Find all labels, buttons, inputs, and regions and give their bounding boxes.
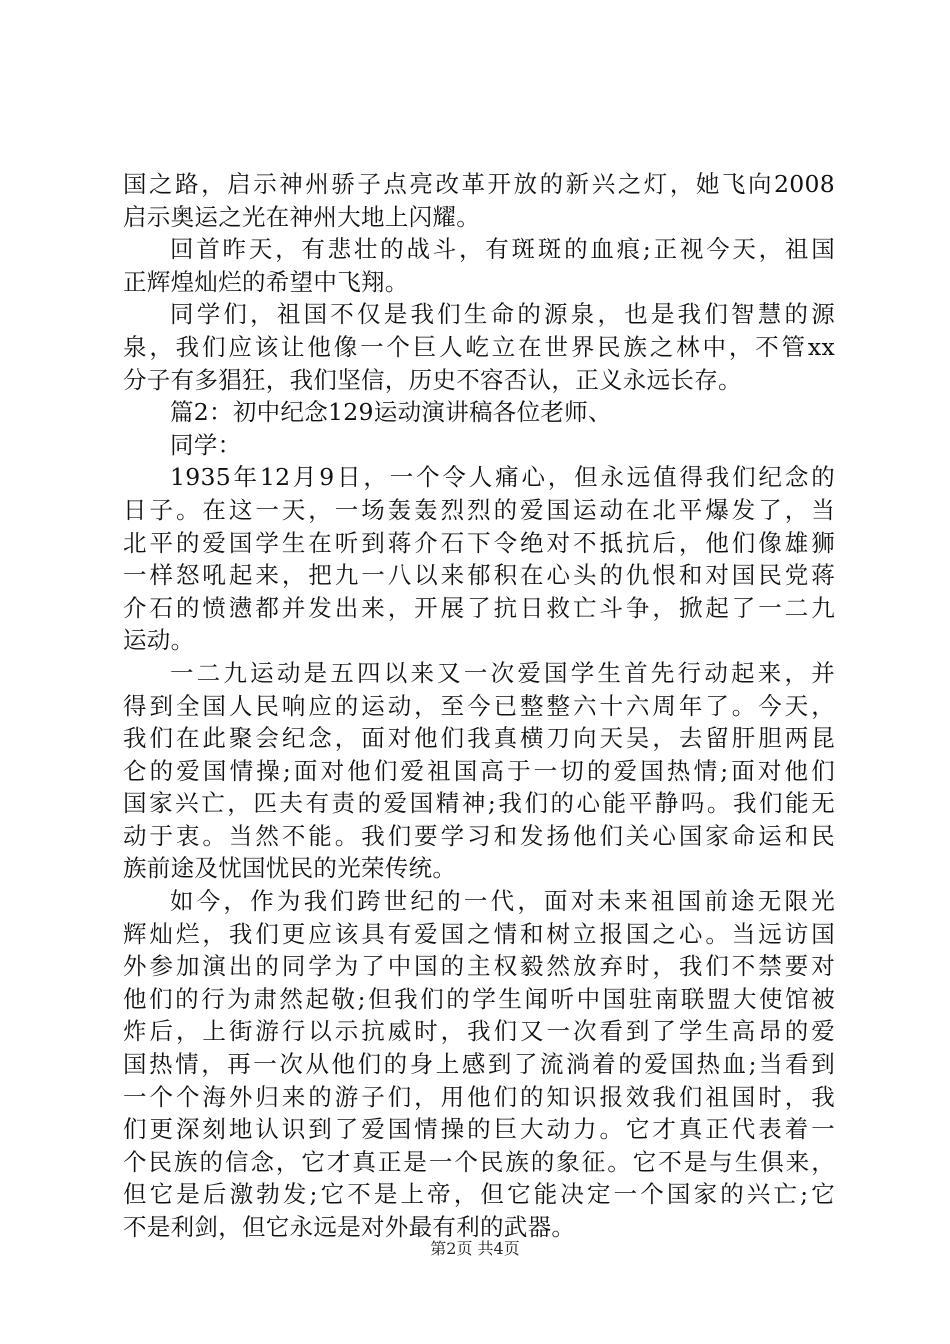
text-line: 一二九运动是五四以来又一次爱国学生首先行动起来，并 bbox=[170, 658, 835, 687]
text-line: 但它是后激勃发;它不是上帝，但它能决定一个国家的兴亡;它 bbox=[123, 1180, 835, 1209]
text-line: 个民族的信念，它才真正是一个民族的象征。它不是与生俱来， bbox=[123, 1147, 835, 1176]
text-line: 不是利剑，但它永远是对外最有利的武器。 bbox=[123, 1213, 576, 1241]
paragraph bbox=[123, 429, 835, 462]
paragraph bbox=[123, 396, 835, 429]
text-line: 动于衷。当然不能。我们要学习和发扬他们关心国家命运和民 bbox=[123, 821, 835, 850]
text-line: 辉灿烂，我们更应该具有爱国之情和树立报国之心。当远访国 bbox=[123, 919, 835, 948]
text-line: 国之路，启示神州骄子点亮改革开放的新兴之灯，她飞向2008 bbox=[123, 170, 835, 198]
text-line: 同学们，祖国不仅是我们生命的源泉，也是我们智慧的源 bbox=[170, 300, 835, 329]
paragraph bbox=[123, 168, 835, 233]
paragraph bbox=[123, 298, 835, 396]
text-line: 日子。在这一天，一场轰轰烈烈的爱国运动在北平爆发了，当 bbox=[123, 495, 835, 524]
text-line: 北平的爱国学生在听到蒋介石下令绝对不抵抗后，他们像雄狮 bbox=[123, 528, 835, 557]
text-line: 他们的行为肃然起敬;但我们的学生闻听中国驻南联盟大使馆被 bbox=[123, 984, 835, 1013]
text-line: 1935年12月9日，一个令人痛心，但永远值得我们纪念的 bbox=[170, 463, 835, 492]
text-line: 国家兴亡，匹夫有责的爱国精神;我们的心能平静吗。我们能无 bbox=[123, 789, 835, 818]
text-line: 仑的爱国情操;面对他们爱祖国高于一切的爱国热情;面对他们 bbox=[123, 756, 835, 785]
text-line: 得到全国人民响应的运动，至今已整整六十六周年了。今天， bbox=[123, 691, 835, 720]
text-line: 同学： bbox=[170, 430, 242, 459]
text-line: 国热情，再一次从他们的身上感到了流淌着的爱国热血;当看到 bbox=[123, 1050, 835, 1079]
text-line: 篇2：初中纪念129运动演讲稿各位老师、 bbox=[170, 398, 612, 427]
paragraph bbox=[123, 657, 835, 885]
text-line: 我们在此聚会纪念，面对他们我真横刀向天吴，去留肝胆两昆 bbox=[123, 724, 835, 753]
text-line: 分子有多猖狂，我们坚信，历史不容否认，正义永远长存。 bbox=[123, 365, 742, 394]
paragraph bbox=[123, 885, 835, 1244]
paragraph bbox=[123, 233, 835, 298]
body-text bbox=[123, 168, 835, 1244]
text-line: 一个个海外归来的游子们，用他们的知识报效我们祖国时，我 bbox=[123, 1082, 835, 1111]
text-line: 正辉煌灿烂的希望中飞翔。 bbox=[123, 267, 409, 296]
page-footer: 第2页 共4页 bbox=[430, 1239, 520, 1258]
text-line: 介石的愤懑都并发出来，开展了抗日救亡斗争，掀起了一二九 bbox=[123, 593, 835, 622]
text-line: 如今，作为我们跨世纪的一代，面对未来祖国前途无限光 bbox=[170, 887, 835, 916]
text-line: 们更深刻地认识到了爱国情操的巨大动力。它才真正代表着一 bbox=[123, 1115, 835, 1144]
text-line: 炸后，上街游行以示抗威时，我们又一次看到了学生高昂的爱 bbox=[123, 1017, 835, 1046]
text-line: 回首昨天，有悲壮的战斗，有斑斑的血痕;正视今天，祖国 bbox=[170, 235, 835, 264]
text-line: 运动。 bbox=[123, 626, 195, 655]
text-line: 泉，我们应该让他像一个巨人屹立在世界民族之林中，不管xx bbox=[123, 332, 835, 361]
text-line: 族前途及忧国忧民的光荣传统。 bbox=[123, 854, 457, 883]
text-line: 外参加演出的同学为了中国的主权毅然放弃时，我们不禁要对 bbox=[123, 952, 835, 981]
text-line: 启示奥运之光在神州大地上闪耀。 bbox=[123, 202, 480, 231]
text-line: 一样怒吼起来，把九一八以来郁积在心头的仇恨和对国民党蒋 bbox=[123, 561, 835, 590]
paragraph bbox=[123, 461, 835, 657]
